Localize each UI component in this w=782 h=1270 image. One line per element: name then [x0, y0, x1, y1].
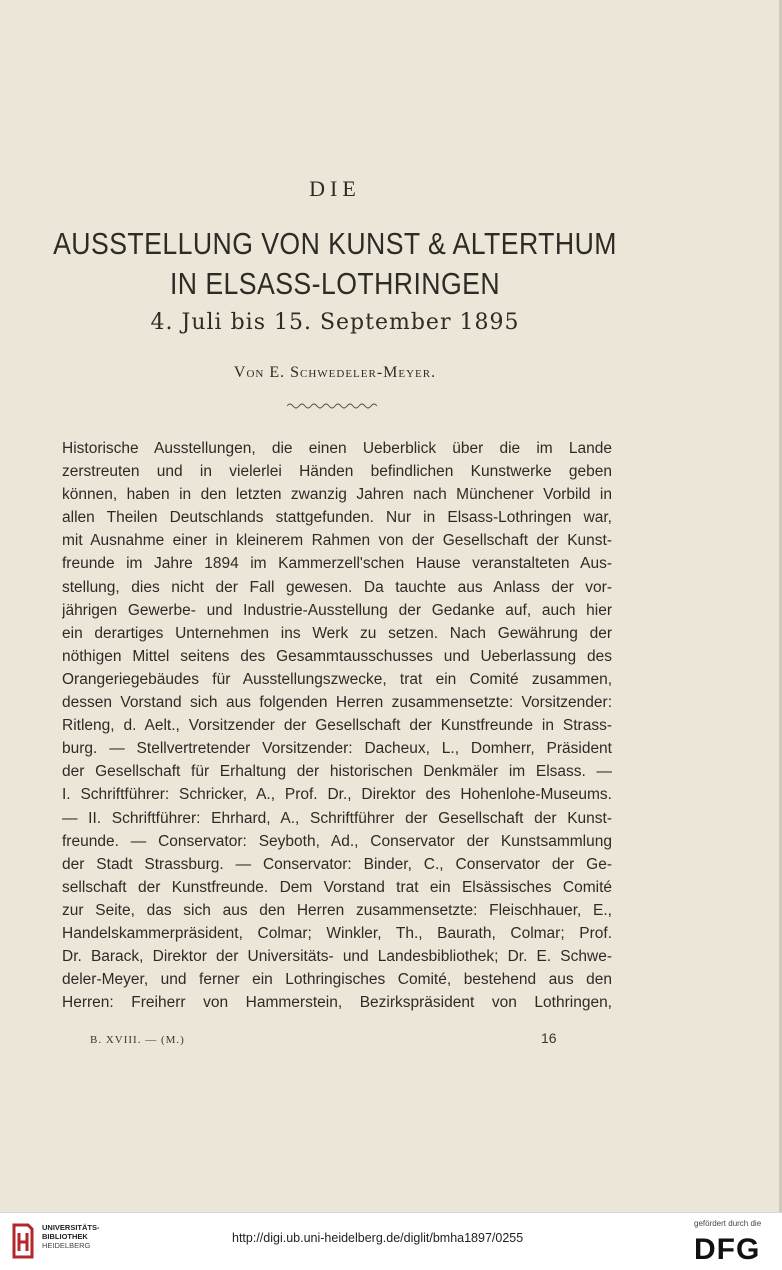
body-line: mit Ausnahme einer in kleinerem Rahmen von der Gesellschaft der Kunst- [62, 532, 612, 550]
body-line: freunde. — Conservator: Seyboth, Ad., Conservator der Kunstsammlung [62, 832, 612, 850]
body-paragraph [62, 437, 612, 1014]
library-name-line-3: HEIDELBERG [42, 1241, 91, 1250]
body-line: der Stadt Strassburg. — Conservator: Binder, C., Conservator der Ge- [62, 855, 612, 873]
body-line: burg. — Stellvertretender Vorsitzender: Dacheux, L., Domherr, Präsident [62, 740, 612, 758]
body-line: zur Seite, das sich aus den Herren zusammensetzte: Fleischhauer, E., [62, 901, 612, 919]
body-line: freunde im Jahre 1894 im Kammerzell'schen Hause veranstalteten Aus- [62, 555, 612, 573]
body-line: Dr. Barack, Direktor der Universitäts- und Landesbibliothek; Dr. E. Schwe- [62, 948, 612, 966]
body-line: Handelskammerpräsident, Colmar; Winkler, Th., Baurath, Colmar; Prof. [62, 924, 612, 942]
body-line: Historische Ausstellungen, die einen Ueberblick über die im Lande [62, 440, 612, 457]
dfg-logo[interactable]: DFG [694, 1233, 761, 1266]
body-line: Ritleng, d. Aelt., Vorsitzender der Gesellschaft der Kunstfreunde in Strass- [62, 717, 612, 735]
article-title [47, 224, 623, 304]
body-line: können, haben in den letzten zwanzig Jahren nach Münchener Vorbild in [62, 486, 612, 504]
body-line: der Gesellschaft für Erhaltung der historischen Denkmäler im Elsass. — [62, 763, 612, 781]
article-title-line-2: IN ELSASS-LOTHRINGEN [169, 266, 501, 301]
funder-caption: gefördert durch die [694, 1219, 762, 1228]
body-line: zerstreuten und in vielerlei Händen befindlichen Kunstwerke geben [62, 463, 612, 481]
body-line: sellschaft der Kunstfreunde. Dem Vorstand trat ein Elsässisches Comité [62, 878, 612, 896]
library-name [42, 1223, 100, 1250]
body-line: jährigen Gewerbe- und Industrie-Ausstellung der Gedanke auf, auch hier [62, 601, 612, 619]
signature-mark: B. XVIII. — (M.) [90, 1034, 185, 1046]
library-name-line-1: UNIVERSITÄTS- [42, 1223, 100, 1232]
page-number: 16 [541, 1030, 557, 1046]
heidelberg-university-library-logo-icon[interactable] [8, 1221, 38, 1261]
body-line: stellung, dies nicht der Fall gewesen. Da tauchte aus Anlass der vor- [62, 578, 612, 596]
digital-library-footer [0, 1212, 782, 1270]
body-line: — II. Schriftführer: Ehrhard, A., Schriftführer der Gesellschaft der Kunst- [62, 809, 612, 827]
wavy-divider-ornament [287, 402, 377, 410]
body-line: I. Schriftführer: Schricker, A., Prof. Dr., Direktor des Hohenlohe-Museums. [62, 786, 612, 804]
exhibition-dates: 4. Juli bis 15. September 1895 [150, 310, 520, 335]
body-line: allen Theilen Deutschlands stattgefunden. Nur in Elsass-Lothringen war, [62, 509, 612, 527]
library-name-line-2: BIBLIOTHEK [42, 1232, 88, 1241]
title-die: DIE [309, 176, 361, 201]
author-byline: Von E. Schwedeler-Meyer. [233, 364, 437, 381]
body-line: ein derartiges Unternehmen ins Werk zu setzen. Nach Gewährung der [62, 624, 612, 642]
body-line: Herren: Freiherr von Hammerstein, Bezirkspräsident von Lothringen, [62, 994, 612, 1012]
permalink-url[interactable]: http://digi.ub.uni-heidelberg.de/diglit/bmha1897/0255 [232, 1231, 524, 1245]
body-line: deler-Meyer, und ferner ein Lothringisches Comité, bestehend aus den [62, 971, 612, 989]
body-line: nöthigen Mittel seitens des Gesammtausschusses und Ueberlassung des [62, 647, 612, 665]
article-title-line-1: AUSSTELLUNG VON KUNST & ALTERTHUM [53, 226, 617, 261]
body-line: dessen Vorstand sich aus folgenden Herren zusammensetzte: Vorsitzender: [62, 694, 612, 712]
body-line: Orangeriegebäudes für Ausstellungszwecke, trat ein Comité zusammen, [62, 670, 612, 688]
